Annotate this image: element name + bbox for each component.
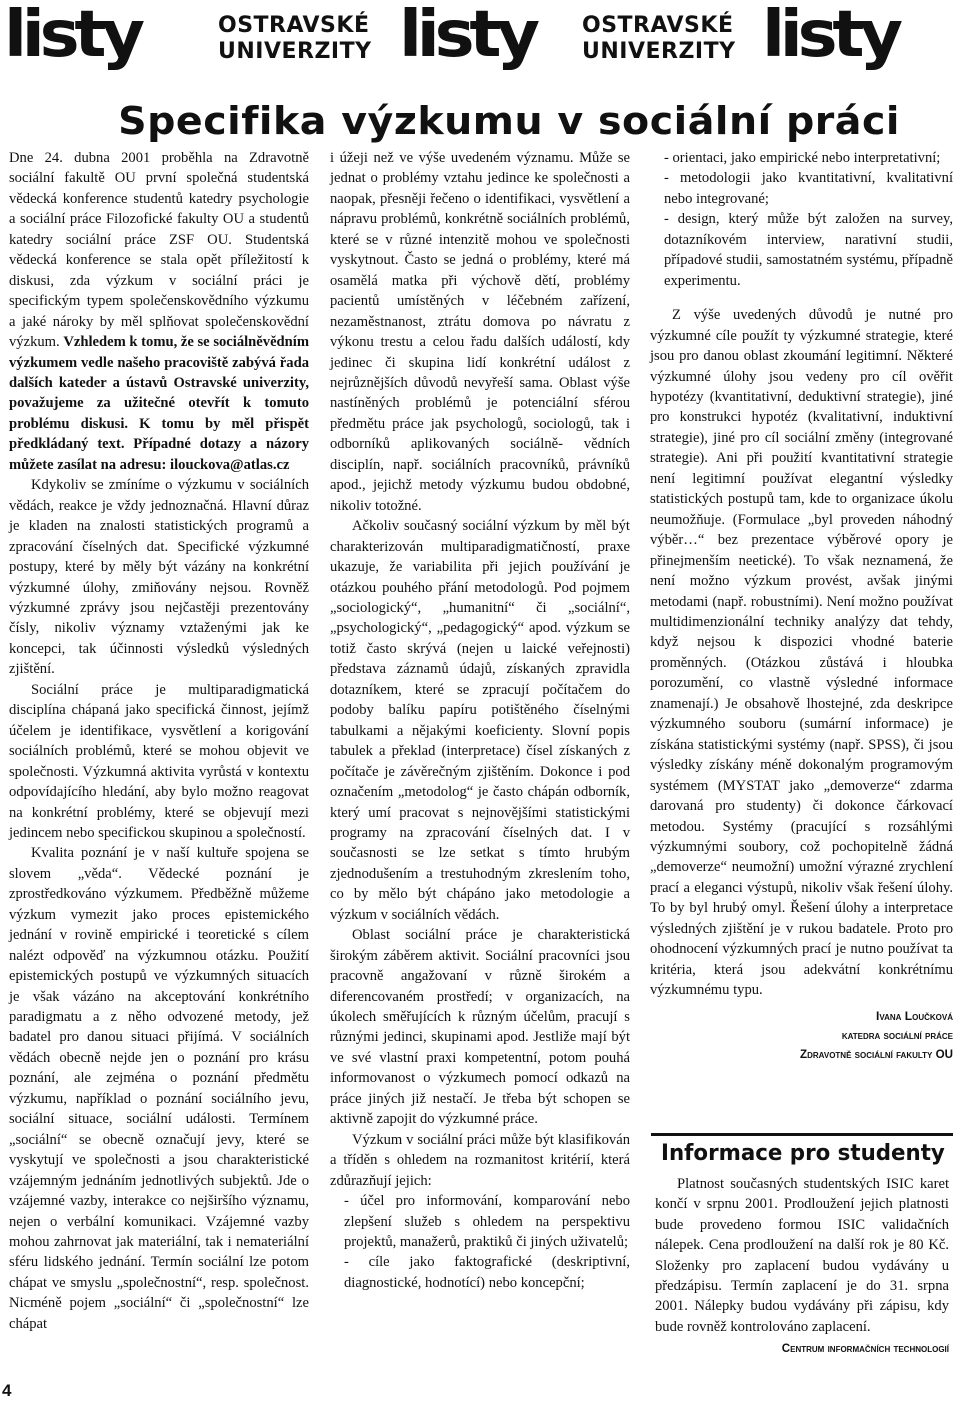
criteria-item: - účel pro informování, komparování nebo zlepšení služeb s ohledem na perspektivu projektů, manažerů, praktiků či jiných uživatelů; [344,1193,630,1251]
paragraph: Ačkoliv současný sociální výzkum by měl být charakterizován multiparadigmatičností, praxe ukazuje, že variabilita při jejich používání je otázkou pouhého přání metodologů. Pod pojmem „sociologický“, „humanitní“ či „sociální“, „psychologický“, „pedagogický“ apod. výzkum se totiž často skrývá (nejen u laické veřejnosti) představa záznamů údajů, získaných zpravidla dotazníkem, které se zpracují počítačem do podoby balíku papíru potištěného číselnými tabulkami a nějakými koeficienty. Slovní popis tabulek a překlad (interpretace) čísel získaných z počítače je závěrečným zjištěním. Dokonce i pod označením „metodolog“ je často chápán odborník, který umí pracovat s nejnovějšími statistickými programy na zpracování číselných dat. I v současnosti se lze setkat s tímto hrubým zjednodušením a trestuhodným zkreslením toho, co by mělo být chápáno jako metodologie a výzkum v sociálních vědách. [330,518,630,923]
info-box [651,1133,953,1384]
masthead-logo: listy [4,0,140,72]
paragraph: i úžeji než ve výše uvedeném významu. Může se jednat o problémy vztahu jedince ke společnosti a naopak, přesněji řečeno o identifikaci, vysvětlení a nápravu problémů, konkrétně sociálních problémů, které se v různé intenzitě mohou ve společnosti vyskytnout. Často se jedná o problémy, které má osamělá matka při výchově dětí, problémy pacientů umístěných v léčebném zařízení, nezaměstnanost, ztrátu domova po návratu z výkonu trestu a celou řadu dalších událostí, kdy jedinec či skupina lidí konkrétní událost z nejrůznějších důvodů nevyřeší sama. Oblast výše nastíněných problémů je potenciální sférou předmětu práce jak psychologů, sociologů, tak i odborníků aplikovaných sociálně- vědních disciplín, např. sociálních pracovníků, právníků apod., jejichž metody výzkumu budou obdobné, nikoliv totožné. [330,150,630,514]
spacer [650,291,953,305]
masthead-sub-line1: OSTRAVSKÉ [582,13,734,38]
author-department: katedra sociální práce [841,1028,953,1042]
author-signature [650,1007,953,1064]
criteria-item: - cíle jako faktografické (deskriptivní, diagnostické, hodnotící) nebo koncepční; [344,1254,630,1291]
intro-bold-text: Vzhledem k tomu, že se sociálněvědním výzkumem vedle našeho pracoviště zabývá řada dalších kateder a ústavů Ostravské univerzity, považujeme za užitečné otevřít k tomuto problému diskusi. K tomu by měl přispět předkládaný text. Případné dotazy a názory můžete zasílat na adresu: ilouckova@atlas.cz [9,334,309,473]
masthead-sub-line2: UNIVERZITY [582,39,736,64]
author-name: Ivana Loučková [876,1008,953,1023]
paragraph: Výzkum v sociální práci může být klasifikován a tříděn s ohledem na rozmanitost kritérií, která zdůrazňují jejich: [330,1131,630,1189]
criteria-item: - metodologii jako kvantitativní, kvalitativní nebo integrované; [664,170,953,207]
criteria-item: - orientaci, jako empirické nebo interpretativní; [664,150,941,166]
masthead [0,0,960,72]
author-faculty: Zdravotně sociální fakulty OU [800,1047,953,1061]
paragraph: Oblast sociální práce je charakteristická širokým záběrem aktivit. Sociální pracovníci jsou pracovně angažovaní v různě širokém a diferencovaném prostředí; v organizacích, na úkolech směřujících k různým účelům, pracují s různými jedinci, skupinami apod. Jestliže mají být ve své vlastní praxi kompetentní, potom pouhá informovanost o výzkumech pomocí odkazů na práce jiných již nestačí. Je třeba být schopen se aktivně zapojit do výzkumné práce. [330,927,630,1128]
masthead-sub-line1: OSTRAVSKÉ [218,13,370,38]
article-column-3 [650,148,953,1064]
masthead-logo: listy [762,0,898,72]
info-box-text: Platnost současných studentských ISIC karet končí v srpnu 2001. Prodloužení jejich platnosti bude provedeno formou ISIC validačních nálepek. Cena prodloužení na další rok je 80 Kč. Složenky pro zaplacení budou vydávány u předzápisu. Termín zaplacení je do 31. srpna 2001. Nálepky budou vydávány při zápisu, kdy bude rovněž kontrolováno zaplacení. [655,1176,949,1335]
intro-text: Dne 24. dubna 2001 proběhla na Zdravotně sociální fakultě OU první společná studentská vědecká konference studentů katedry psychologie a sociální práce Filozofické fakulty OU a studentů katedry sociální práce ZSF OU. Studentská vědecká konference se stala opět příležitostí k diskusi, zda výzkum v sociální práci je specifickým typem společenskovědního výzkumu a jaké nároky by měl splňovat společenskovědní výzkum. [9,150,309,351]
paragraph: Kdykoliv se zmíníme o výzkumu v sociálních vědách, reakce je vždy jednoznačná. Hlavní důraz je kladen na znalosti statistických programů a zpracování číselných dat. Specifické výzkumné postupy, které by měly být vázány na konkrétní výzkumné úlohy, zmiňovány nejsou. Rovněž výzkumné zprávy jsou nejčastěji prezentovány čísly, nikoliv významy vztaženými jak ke koncepci, tak účinnosti výsledků výsledných zjištění. [9,477,309,678]
page-number: 4 [2,1381,12,1400]
masthead-sub-line2: UNIVERZITY [218,39,372,64]
paragraph: Z výše uvedených důvodů je nutné pro výzkumné cíle použít ty výzkumné strategie, které jsou pro danou oblast zkoumání legitimní. Některé výzkumné úlohy jsou vedeny pro cíl ověřit hypotézy (kvantitativní, deduktivní strategie), jiné pro konstrukci hypotéz (kvalitativní, induktivní strategie), jiné pro cíl sociální změny (integrované strategie). Ani při použití kvantitativní strategie není legitimní používat elegantní výsledky statistických postupů tam, kde to organizace úkolu neumožňuje. (Formulace „byl proveden náhodný výběr…“ bez prezentace výběrové opory je přinejmenším neetické). To však neznamená, že není možno výzkum provést, avšak jinými metodami (např. robustními). Není možno používat multidimenzionální techniky analýzy dat tehdy, když nejsou k dispozici vhodné baterie proměnných. (Otázkou zůstává i hloubka porozumění, co vlastně výsledné informace znamenají.) Je obsahově lhostejné, zda deskripce výzkumného souboru (sumární informace) je získána statistickými systémy (např. SPSS), či jsou výsledky získány méně dokonalým programovým systémem (MYSTAT jako „demoverze“ zdarma darovaná pro studenty) či dokonce čárkovací metodou. Systémy (pracující s rozsáhlými výzkumnými soubory, což pochopitelně žádná „demoverze“ neumožní) umožní výrazné zrychlení prací a eleganci výstupů, nikoliv však řešení úlohy. To by byl hrubý omyl. Řešení úlohy a interpretace výsledných zjištění je v rukou badatele. Proto pro ohodnocení výzkumných prací je nutno používat ta kritéria, která jsou adekvátní konkrétnímu výzkumnému typu. [650,307,953,999]
info-box-title: Informace pro studenty [661,1141,945,1166]
paragraph: Sociální práce je multiparadigmatická disciplína chápaná jako specifická činnost, jejímž účelem je identifikace, vysvětlení a korigování sociálních problémů, které se mohou objevit ve společnosti. Výzkumná aktivita vyrůstá v kontextu odpovídajícího hledání, aby bylo možno reagovat na konkrétní problémy, které se objevují mezi jedincem nebo specifickou skupinou a společností. [9,681,309,841]
paragraph: Kvalita poznání je v naší kultuře spojena se slovem „věda“. Vědecké poznání je zprostředkováno výzkumem. Předběžně můžeme výzkum vymezit jako proces epistemického jednání v rovině empirické i teoretické s cílem nalézt odpověď na výzkumnou otázku. Použití epistemických postupů ve výzkumných situacích je však vázáno na akceptování konkrétního paradigmatu a z něho odvozené metody, jež badatel pro danou situaci přijímá. V sociálních vědách obecně nejde jen o poznání pro krásu poznání, ale zejména o poznání předmětu výzkumu, například o poznání sociálního jevu, sociální situace, sociální události. Termínem „sociální“ se obecně označují jevy, které se vyskytují ve společnosti a jsou charakteristické vzájemným jednáním jednotlivých subjektů. Jde o vzájemné vazby, interakce co nejširšího významu, nejen o verbální komunikaci. Vzájemné vazby mohou zahrnovat jak materiální, tak i nemateriální sféru lidského jednání. Termín sociální lze potom chápat ve smyslu „společnostní“, resp. společnost. Nicméně pojem „sociální“ či „společnostní“ lze chápat [9,845,309,1332]
info-box-signature: Centrum informačních technologií [781,1342,949,1356]
article-column-2 [330,148,630,1293]
article-column-1 [9,148,309,1334]
article-headline: Specifika výzkumu v sociální práci [118,99,900,143]
masthead-logo: listy [399,0,535,72]
criteria-item: - design, který může být založen na survey, dotazníkovém interview, narativní studii, případové studii, samostatném systému, případně experimentu. [664,211,953,289]
